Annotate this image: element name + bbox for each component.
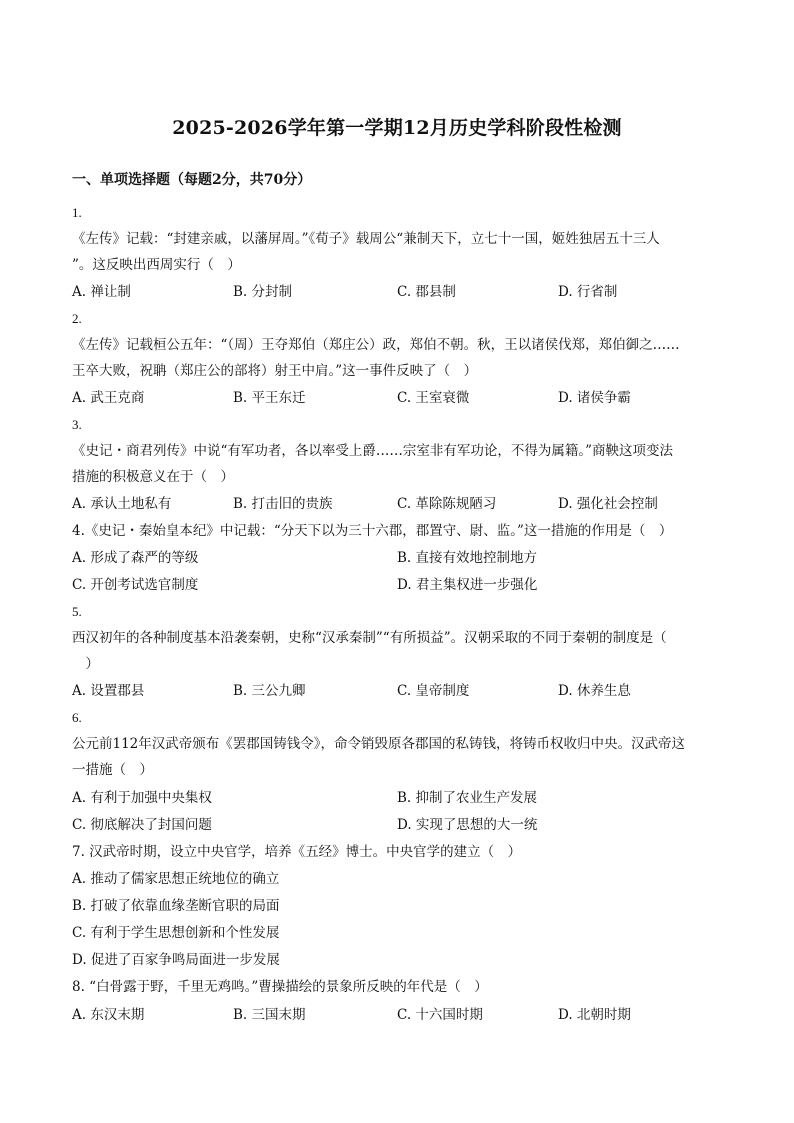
question-6-number: 6. — [72, 710, 82, 725]
question-1-stem-line-1: 《左传》记载：“封建亲戚，以藩屏周。”《荀子》载周公“兼制天下，立七十一国，姬姓独居五十三人 — [72, 231, 660, 247]
question-2-number: 2. — [72, 311, 82, 326]
question-1-option-c[interactable]: C. 郡县制 — [397, 284, 456, 300]
question-3-number: 3. — [72, 417, 82, 432]
question-1-option-d[interactable]: D. 行省制 — [558, 284, 618, 300]
question-3-option-d[interactable]: D. 强化社会控制 — [558, 496, 658, 512]
question-5-number: 5. — [72, 604, 82, 619]
question-6-option-d[interactable]: D. 实现了思想的大一统 — [397, 817, 538, 833]
question-6-stem-line-2: 一措施（ ） — [72, 762, 153, 778]
question-5-stem-line-1: 西汉初年的各种制度基本沿袭秦朝，史称“汉承秦制”“有所损益”。汉朝采取的不同于秦朝的制度是（ — [72, 630, 667, 646]
question-4-option-d[interactable]: D. 君主集权进一步强化 — [397, 577, 538, 593]
question-3-stem-line-2: 措施的积极意义在于（ ） — [72, 469, 234, 485]
question-4-option-a[interactable]: A. 形成了森严的等级 — [72, 550, 199, 566]
question-8-option-b[interactable]: B. 三国末期 — [233, 1007, 306, 1023]
question-1-number: 1. — [72, 205, 82, 220]
question-3-option-a[interactable]: A. 承认土地私有 — [72, 496, 172, 512]
question-3-option-b[interactable]: B. 打击旧的贵族 — [233, 496, 333, 512]
question-6-stem-line-1: 公元前112年汉武帝颁布《罢郡国铸钱令》，命令销毁原各郡国的私铸钱，将铸币权收归中央。汉武帝这 — [72, 736, 686, 752]
question-3-option-c[interactable]: C. 革除陈规陋习 — [397, 496, 497, 512]
question-7-option-c[interactable]: C. 有利于学生思想创新和个性发展 — [72, 925, 280, 941]
question-2-stem-line-2: 王卒大败，祝聃（郑庄公的部将）射王中肩。”这一事件反映了（ ） — [72, 363, 478, 379]
question-3-stem-line-1: 《史记・商君列传》中说“有军功者，各以率受上爵……宗室非有军功论，不得为属籍。”商鞅这项变法 — [72, 443, 674, 459]
question-2-option-b[interactable]: B. 平王东迁 — [233, 390, 306, 406]
question-1-option-b[interactable]: B. 分封制 — [233, 284, 293, 300]
question-6-option-b[interactable]: B. 抑制了农业生产发展 — [397, 790, 538, 806]
question-7-option-a[interactable]: A. 推动了儒家思想正统地位的确立 — [72, 871, 280, 887]
question-2-stem-line-1: 《左传》记载桓公五年：“（周）王夺郑伯（郑庄公）政，郑伯不朝。秋，王以诸侯伐郑，郑伯御之…… — [72, 337, 680, 353]
question-8-stem-line-1: 8. “白骨露于野，千里无鸡鸣。”曹操描绘的景象所反映的年代是（ ） — [72, 979, 488, 995]
question-8-option-a[interactable]: A. 东汉末期 — [72, 1007, 145, 1023]
question-8-option-c[interactable]: C. 十六国时期 — [397, 1007, 483, 1023]
question-7-option-b[interactable]: B. 打破了依靠血缘垄断官职的局面 — [72, 898, 280, 914]
question-2-option-a[interactable]: A. 武王克商 — [72, 390, 145, 406]
question-6-option-c[interactable]: C. 彻底解决了封国问题 — [72, 817, 212, 833]
question-1-option-a[interactable]: A. 禅让制 — [72, 284, 131, 300]
question-5-option-c[interactable]: C. 皇帝制度 — [397, 683, 470, 699]
page-title: 2025-2026学年第一学期12月历史学科阶段性检测 — [172, 117, 622, 139]
question-5-option-b[interactable]: B. 三公九卿 — [233, 683, 306, 699]
question-4-stem-line-1: 4.《史记・秦始皇本纪》中记载：“分天下以为三十六郡，郡置守、尉、监。”这一措施的作用是（ ） — [72, 523, 673, 539]
question-2-option-c[interactable]: C. 王室衰微 — [397, 390, 470, 406]
question-4-option-c[interactable]: C. 开创考试选官制度 — [72, 577, 199, 593]
question-5-stem-line-2: ） — [72, 656, 99, 672]
question-7-stem-line-1: 7. 汉武帝时期，设立中央官学，培养《五经》博士。中央官学的建立（ ） — [72, 844, 522, 860]
question-8-option-d[interactable]: D. 北朝时期 — [558, 1007, 631, 1023]
question-6-option-a[interactable]: A. 有利于加强中央集权 — [72, 790, 212, 806]
question-1-stem-line-2: ”。这反映出西周实行（ ） — [72, 257, 241, 273]
question-5-option-a[interactable]: A. 设置郡县 — [72, 683, 145, 699]
question-4-option-b[interactable]: B. 直接有效地控制地方 — [397, 550, 538, 566]
question-5-option-d[interactable]: D. 休养生息 — [558, 683, 631, 699]
section-heading: 一、单项选择题（每题2分，共70分） — [72, 172, 312, 188]
question-2-option-d[interactable]: D. 诸侯争霸 — [558, 390, 631, 406]
question-7-option-d[interactable]: D. 促进了百家争鸣局面进一步发展 — [72, 952, 280, 968]
